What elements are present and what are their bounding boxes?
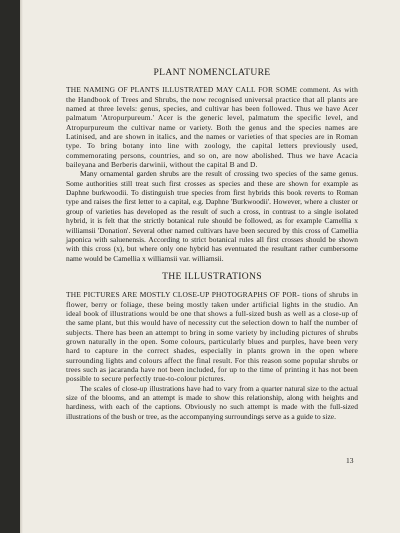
page-gutter-shadow — [20, 0, 23, 533]
paragraph-illustrations-2: The scales of close-up illustrations have had to vary from a quarter natural size to the actual size of the blooms, and an attempt is made to show this relationship, along with heights and hardiness, with each of the captions. Obviously no such attempt is made with the full-sized illustrations of the bush or tree, as the accompanying surroundings serve as a guide to size. — [66, 383, 358, 421]
paragraph-nomenclature-1: THE NAMING OF PLANTS ILLUSTRATED MAY CALL FOR SOME comment. As with the Handbook of Trees and Shrubs, the now recognised universal practice that all plants are named at three levels: genus, species, and cultivar has been followed. Thus we have Acer palmatum 'Atropurpureum.' Acer is the generic level, palmatum the specific level, and Atropurpureum the cultivar name or variety. Both the genus and the species names are Latinised, and are shown in italics, and the names or varieties of that species are in Roman type. To bring botany into line with zoology, the capital letters previously used, commemorating persons, countries, and so on, are now abolished. Thus we have Acacia baileyana and Berberis darwinii, without the capital B and D. — [66, 85, 358, 170]
section-heading-illustrations: THE ILLUSTRATIONS — [162, 270, 262, 282]
paragraph-illustrations-1: THE PICTURES ARE MOSTLY CLOSE-UP PHOTOGRAPHS OF POR- tions of shrubs in flower, berry or foliage, these being mostly taken under artificial lights in the studio. An ideal book of illustrations would be one that shows a full-sized bush as well as a close-up of the same plant, but this would have of necessity cut the selection down to half the number of subjects. There has been an attempt to bring in some variety by including pictures of shrubs grown naturally in the open. Some colours, particularly blues and purples, have been very hard to capture in the correct shades, especially in plants grown in the open where surrounding lights and colours affect the final result. For this reason some popular shrubs or trees such as jacaranda have not been included, for up to the time of printing it has not been possible to secure perfectly true-to-colour pictures. — [66, 290, 358, 384]
section-heading-plant-nomenclature: PLANT NOMENCLATURE — [153, 67, 271, 78]
paragraph-nomenclature-2: Many ornamental garden shrubs are the result of crossing two species of the same genus. Some authorities still treat such first crosses as species and these are shown for example as Daphne burkwoodii. To distinguish true species from first hybrids this book reverts to Roman type and raises the first letter to a capital, e.g. Daphne 'Burkwoodii'. However, where a cluster or group of varieties has developed as the result of such a cross, in contrast to a single isolated hybrid, it is felt that the strictly botanical rule should be followed, as for example Camellia x williamsii 'Donation'. Several other named cultivars have been secured by this cross of Camellia japonica with saluenensis. According to strict botanical rules all first crosses should be shown with this cross (x), but where only one hybrid has eventuated the resultant rather cumbersome name would be Camellia x williamsii var. williamsii. — [66, 169, 358, 263]
page-text-block — [66, 68, 358, 421]
page-number: 13 — [346, 456, 354, 465]
